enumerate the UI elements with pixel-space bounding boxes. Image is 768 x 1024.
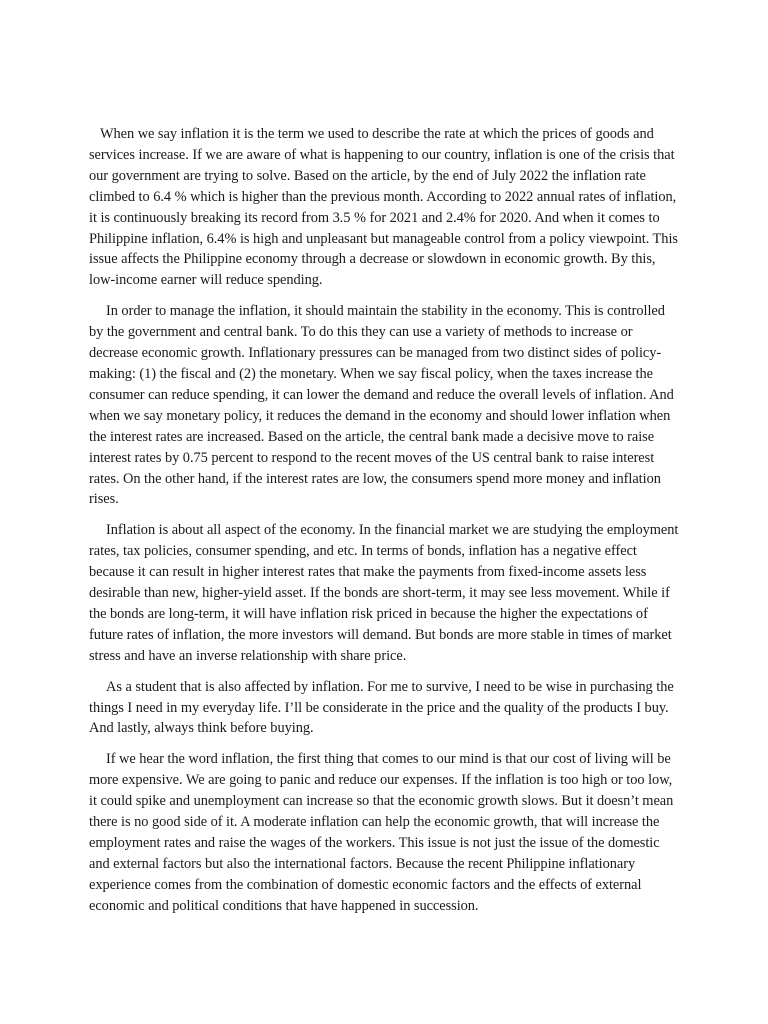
paragraph-student-perspective: As a student that is also affected by inflation. For me to survive, I need to be wise in purchasing the things I need in my everyday life. I’ll be considerate in the price and the quality of the products I buy. And lastly, always think before buying. bbox=[89, 678, 674, 737]
paragraph-managing-inflation: In order to manage the inflation, it should maintain the stability in the economy. This is controlled by the government and central bank. To do this they can use a variety of methods to increase or decrease economic growth. Inflationary pressures can be managed from two distinct sides of policy-making: (1) the fiscal and (2) the monetary. When we say fiscal policy, when the taxes increase the consumer can reduce spending, it can lower the demand and reduce the overall levels of inflation. And when we say monetary policy, it reduces the demand in the economy and should lower inflation when the interest rates are increased. Based on the article, the central bank made a decisive move to raise interest rates by 0.75 percent to respond to the recent moves of the US central bank to raise interest rates. On the other hand, if the interest rates are low, the consumers spend more money and inflation rises. bbox=[89, 303, 674, 508]
paragraph-intro: When we say inflation it is the term we used to describe the rate at which the prices of goods and services increase. If we are aware of what is happening to our country, inflation is one of the crisis that our government are trying to solve. Based on the article, by the end of July 2022 the inflation rate climbed to 6.4 % which is higher than the previous month. According to 2022 annual rates of inflation, it is continuously breaking its record from 3.5 % for 2021 and 2.4% for 2020. And when it comes to Philippine inflation, 6.4% is high and unpleasant but manageable control from a policy viewpoint. This issue affects the Philippine economy through a decrease or slowdown in economic growth. By this, low-income earner will reduce spending. bbox=[89, 126, 678, 289]
paragraph-conclusion: If we hear the word inflation, the first thing that comes to our mind is that our cost of living will be more expensive. We are going to panic and reduce our expenses. If the inflation is too high or too low, it could spike and unemployment can increase so that the economic growth slows. But it doesn’t mean there is no good side of it. A moderate inflation can help the economic growth, that will increase the employment rates and raise the wages of the workers. This issue is not just the issue of the domestic and external factors but also the international factors. Because the recent Philippine inflationary experience comes from the combination of domestic economic factors and the effects of external economic and political conditions that have happened in succession. bbox=[89, 751, 674, 914]
document-body bbox=[89, 124, 679, 927]
paragraph-financial-market: Inflation is about all aspect of the economy. In the financial market we are studying the employment rates, tax policies, consumer spending, and etc. In terms of bonds, inflation has a negative effect because it can result in higher interest rates that make the payments from fixed-income assets less desirable than new, higher-yield asset. If the bonds are short-term, it may see less movement. While if the bonds are long-term, it will have inflation risk priced in because the higher the expectations of future rates of inflation, the more investors will demand. But bonds are more stable in times of market stress and have an inverse relationship with share price. bbox=[89, 522, 679, 664]
